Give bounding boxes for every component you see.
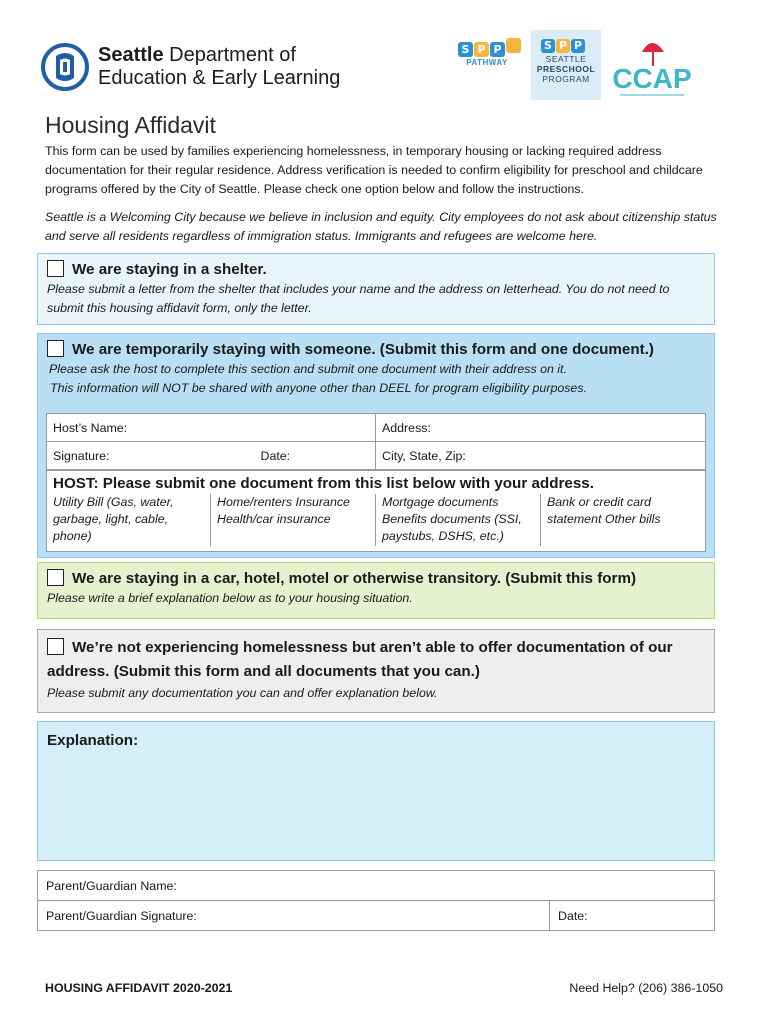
spp-tile: S: [458, 42, 473, 57]
option-instructions: Please ask the host to complete this section and submit one document with their address on it.: [49, 362, 567, 376]
welcoming-city-text: Seattle is a Welcoming City because we believe in inclusion and equity. City employees do not ask about citizenship status and serve all residents regardless of immigration status. Immigrants and refugees are welcome here.: [45, 210, 717, 243]
document-item: Utility Bill (Gas, water, garbage, light, cable, phone): [47, 494, 211, 546]
guardian-info-table: [37, 870, 715, 931]
option-no-documentation: [37, 629, 715, 713]
option-privacy-note: This information will NOT be shared with anyone other than DEEL for program eligibility purposes.: [50, 381, 587, 395]
explanation-label: Explanation:: [47, 732, 139, 749]
document-item: Home/renters Insurance Health/car insurance: [211, 494, 376, 546]
staying-with-someone-checkbox[interactable]: [47, 340, 64, 357]
option-instructions: Please submit a letter from the shelter that includes your name and the address on letterhead. You do not need to submit this housing affidavit form, only the letter.: [47, 282, 670, 315]
intro-text: This form can be used by families experiencing homelessness, in temporary housing or lacking required address documentation for their regular residence. Address verification is needed to confirm eligibility for preschool and childcare programs offered by the City of Seattle. Please check one option below and follow the instructions.: [45, 144, 703, 196]
spp-tile: P: [556, 39, 570, 53]
option-transitory: [37, 562, 715, 619]
ccap-text: CCAP: [612, 63, 692, 94]
host-city-field[interactable]: City, State, Zip:: [376, 442, 706, 470]
host-signature-field[interactable]: Signature: Date:: [47, 442, 376, 470]
document-item: Bank or credit card statement Other bills: [547, 495, 661, 526]
document-item: Mortgage documents Benefits documents (SSI, paystubs, DSHS, etc.): [376, 494, 541, 546]
guardian-signature-field[interactable]: Parent/Guardian Signature:: [38, 901, 550, 931]
option-title: We are staying in a car, hotel, motel or otherwise transitory. (Submit this form): [72, 570, 637, 587]
spp-preschool-logo: S P P SEATTLE PRESCHOOL PROGRAM: [531, 30, 601, 100]
spp-tile: P: [571, 39, 585, 53]
document-list: [47, 494, 705, 546]
option-instructions: Please write a brief explanation below as to your housing situation.: [47, 591, 413, 605]
guardian-date-field[interactable]: Date:: [550, 901, 715, 931]
explanation-area[interactable]: [37, 721, 715, 861]
option-title: We are temporarily staying with someone. (Submit this form and one document.): [72, 341, 654, 358]
spp-tile: [506, 38, 521, 53]
spp-tile: P: [490, 42, 505, 57]
guardian-name-field[interactable]: Parent/Guardian Name:: [38, 871, 715, 901]
footer-form-name: HOUSING AFFIDAVIT 2020-2021: [45, 981, 233, 995]
option-staying-with-someone: [37, 333, 715, 558]
shelter-checkbox[interactable]: [47, 260, 64, 277]
footer-help-phone: Need Help? (206) 386-1050: [569, 981, 723, 995]
spp-pathway-label: PATHWAY: [466, 58, 508, 67]
host-name-field[interactable]: Host’s Name:: [47, 414, 376, 442]
host-documents-box: [46, 470, 706, 552]
option-instructions: Please submit any documentation you can and offer explanation below.: [47, 686, 438, 700]
spp-tile: S: [541, 39, 555, 53]
host-address-field[interactable]: Address:: [376, 414, 706, 442]
org-name: Seattle Department of Education & Early Learning: [98, 44, 341, 89]
spp-tile: P: [474, 42, 489, 57]
no-documentation-checkbox[interactable]: [47, 638, 64, 655]
page-title: Housing Affidavit: [45, 112, 216, 138]
option-title: We’re not experiencing homelessness but aren’t able to offer documentation of our address. (Submit this form and all documents that you can.): [47, 639, 673, 680]
option-title: We are staying in a shelter.: [72, 261, 267, 278]
seattle-seal-icon: [40, 42, 90, 92]
host-documents-title: HOST: Please submit one document from this list below with your address.: [53, 475, 594, 492]
transitory-checkbox[interactable]: [47, 569, 64, 586]
umbrella-icon: [612, 32, 692, 98]
option-shelter: [37, 253, 715, 325]
host-date-label: Date:: [260, 448, 291, 463]
page-header: [40, 30, 740, 105]
ccap-logo: [612, 32, 692, 98]
host-info-table: [46, 413, 706, 470]
spp-pathway-logo: [452, 38, 522, 84]
